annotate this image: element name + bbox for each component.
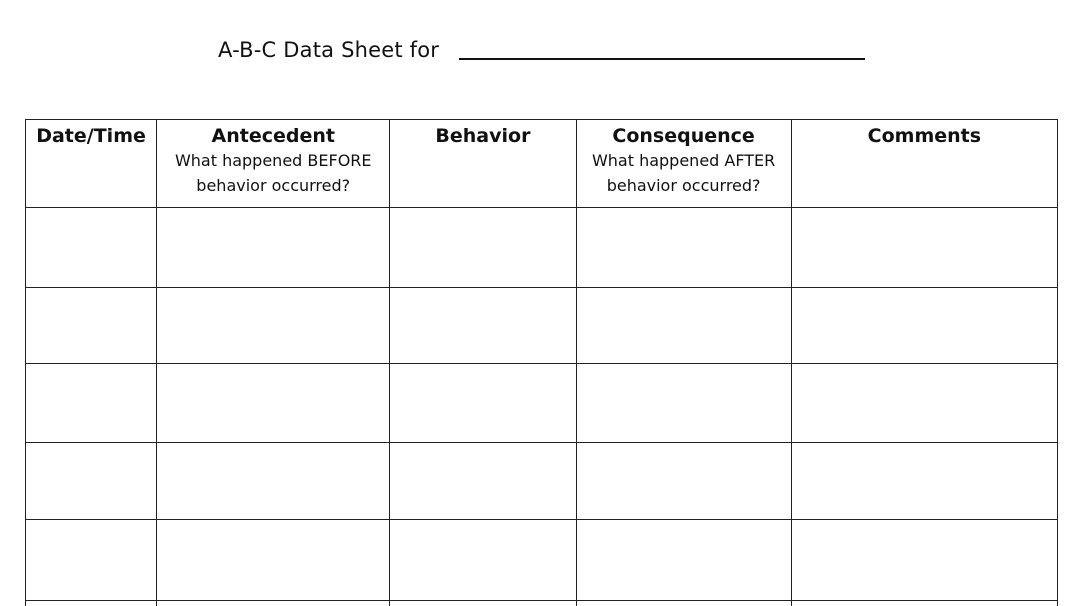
- table-row: [26, 364, 1058, 443]
- consequence-cell[interactable]: [576, 288, 791, 364]
- antecedent-cell[interactable]: [157, 520, 390, 601]
- comments-cell[interactable]: [791, 288, 1057, 364]
- header-date-time: [26, 120, 157, 208]
- behavior-cell[interactable]: [390, 601, 576, 606]
- table-header-row: [26, 120, 1058, 208]
- consequence-cell[interactable]: [576, 520, 791, 601]
- header-consequence: [576, 120, 791, 208]
- consequence-cell[interactable]: [576, 443, 791, 520]
- name-blank-line[interactable]: [459, 58, 865, 60]
- antecedent-cell[interactable]: [157, 208, 390, 288]
- comments-cell[interactable]: [791, 208, 1057, 288]
- comments-cell[interactable]: [791, 601, 1057, 606]
- antecedent-cell[interactable]: [157, 288, 390, 364]
- header-subtitle-line: behavior occurred?: [606, 176, 761, 195]
- date-time-cell[interactable]: [26, 520, 157, 601]
- comments-cell[interactable]: [791, 520, 1057, 601]
- comments-cell[interactable]: [791, 364, 1057, 443]
- behavior-cell[interactable]: [390, 364, 576, 443]
- antecedent-cell[interactable]: [157, 601, 390, 606]
- header-subtitle-line: What happened BEFORE: [174, 151, 372, 170]
- header-subtitle-line: What happened AFTER: [591, 151, 776, 170]
- table-row: [26, 288, 1058, 364]
- date-time-cell[interactable]: [26, 364, 157, 443]
- antecedent-cell[interactable]: [157, 364, 390, 443]
- consequence-cell[interactable]: [576, 208, 791, 288]
- header-comments: [791, 120, 1057, 208]
- comments-cell[interactable]: [791, 443, 1057, 520]
- sheet-title-text: A-B-C Data Sheet for: [218, 38, 440, 62]
- header-subtitle: [577, 148, 791, 198]
- header-title: Behavior: [435, 125, 531, 147]
- abc-data-table: [25, 119, 1058, 606]
- header-antecedent: [157, 120, 390, 208]
- header-title: Consequence: [612, 125, 755, 147]
- date-time-cell[interactable]: [26, 208, 157, 288]
- date-time-cell[interactable]: [26, 601, 157, 606]
- behavior-cell[interactable]: [390, 520, 576, 601]
- header-title: Date/Time: [36, 125, 146, 147]
- table-row: [26, 601, 1058, 606]
- table-row: [26, 443, 1058, 520]
- header-title: Comments: [867, 125, 982, 147]
- date-time-cell[interactable]: [26, 288, 157, 364]
- date-time-cell[interactable]: [26, 443, 157, 520]
- behavior-cell[interactable]: [390, 208, 576, 288]
- header-subtitle: [157, 148, 389, 198]
- consequence-cell[interactable]: [576, 601, 791, 606]
- header-behavior: [390, 120, 576, 208]
- header-title: Antecedent: [211, 125, 335, 147]
- behavior-cell[interactable]: [390, 288, 576, 364]
- antecedent-cell[interactable]: [157, 443, 390, 520]
- behavior-cell[interactable]: [390, 443, 576, 520]
- table-row: [26, 520, 1058, 601]
- consequence-cell[interactable]: [576, 364, 791, 443]
- sheet-title: [218, 33, 439, 63]
- header-subtitle-line: behavior occurred?: [196, 176, 351, 195]
- table-row: [26, 208, 1058, 288]
